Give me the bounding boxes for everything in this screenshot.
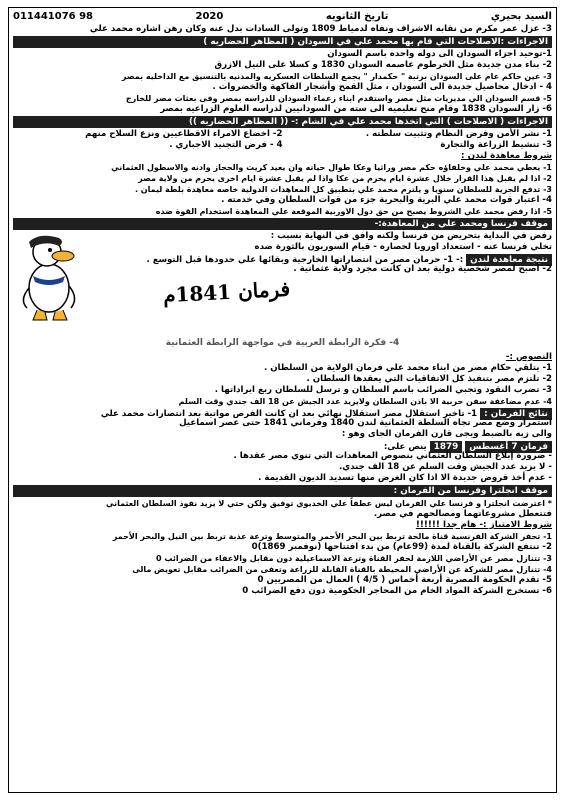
faded-heading: 4- فكرة الرابطة العربية في مواجهة الرابطة العثمانية: [165, 338, 400, 348]
concession-item: 2- تنتفع الشركة بالقناة لمدة (99عام) من بدء افتتاحها (نوفمبر 1869)0: [251, 542, 552, 552]
farman-1879-suffix: ينص على:: [383, 442, 427, 452]
page-header: [13, 10, 552, 22]
sudan-item: 5- قسم السودان الي مديريات مثل مصر واستقدم ابناء زعماء السودان للدراسه بمصر وفى بعثات مصر للخارج: [125, 94, 552, 103]
france-item: تخلي فرنسا عنه - استعداد اوروبا لحصاره - قيام السوريون بالثورة ضده: [254, 242, 552, 252]
cartoon-duck-illustration: [19, 228, 81, 324]
sham-section-banner: الاجراءات ( الاصلاحات ) التي اتخذها محمد علي في الشام :- (( المظاهر الحضاريه )): [13, 116, 552, 128]
concession-item: 6- تستخرج الشركة المواد الخام من المحاجر الحكومية دون دفع الضرائب 0: [242, 586, 552, 596]
london-treaty-heading: شروط معاهدة لندن :: [460, 151, 552, 161]
farman-1841-title: فرمان 1841م: [162, 276, 291, 308]
farman-1879-row: [13, 440, 552, 451]
london-item: 4- اعتبار قوات محمد علي البرية والبحرية جزء من قوات السلطان وفي خدمته .: [221, 195, 552, 205]
sham-item: 4 - فرض التجنيد الاجباري .: [169, 140, 283, 150]
farman-result-item: 1- تاخير استقلال مصر استقلال نهائي بعد ان كانت الفرص مواتية بعد انتصارات محمد علي: [100, 409, 478, 419]
concession-item: 3- تتنازل مصر عن الأراضي اللازمة لحفر القناة وترعة الاسماعيلية دون مقابل والاعفاء من الضرائب 0: [156, 554, 552, 563]
sudan-item: 4 - ادخال محاصيل جديدة الى السودان ، مثل القمح وأشجار الفاكهة والخضروات .: [212, 82, 552, 92]
sudan-section-banner: الاجراءات :الاصلاحات التي قام بها محمد علي في السودان ( المظاهر الحضاريه ): [13, 36, 552, 48]
sudan-item: 1-توحيد اجزاء السودان الى دوله واحده باسم السودان: [327, 49, 552, 59]
concession-item: 4- تتنازل مصر للشركة عن الأراضي المحيطة بالقناة القابلة للزراعة وتعفى من الضرائب مقابل تعويض مالى: [132, 565, 552, 574]
phone-number: 011441076 98: [13, 10, 94, 22]
texts-item: 4- عدم مضاعفة سفن حربية الا باذن السلطان ولايزيد عدد الجيش عن 18 الف جندي وقت السلم: [178, 397, 552, 406]
result-item: 2- أصبح لمصر شخصية دولية بعد ان كانت مجرد ولاية عثمانية .: [293, 264, 552, 274]
result-item: :- 1- حرمان مصر من انتصاراتها الخارجية وبقائها علي حدودها قبل التوسع .: [146, 255, 464, 265]
sham-item: 3- تنشيط الزراعة والتجارة: [440, 140, 552, 150]
farman-results-banner: نتائج الفرمان :: [480, 408, 552, 420]
england-item: * اعترضت انجلترا و فرنسا علي الفرمان ليس عطفاً علي الخديوي توفيق ولكن حتي لا يزيد نفوذ السلطان العثماني: [106, 499, 552, 508]
texts-item: 3- تضرب النقود وتجبي الضرائب باسم السلطان و ترسل للسلطان ربع ايراداتها .: [214, 385, 552, 395]
london-item: 1- يعطي محمد علي وخلفاؤه حكم مصر وراثيا وعكا طوال حياته وان يعيد كريت والحجاز وادنه والاسطول العثماني: [111, 163, 552, 172]
year-label: 2020: [195, 10, 224, 22]
england-item: فتتعطل مشروعاتهما ومصالحهم في مصر.: [373, 509, 552, 519]
concession-item: 5- تقدم الحكومة المصرية أربعة أخماس ( 4/5 ) العمال من المصريين 0: [257, 575, 552, 585]
worksheet-page: [8, 7, 557, 793]
france-item: رفض في البداية بتحريض من فرنسا ولكنه وافق في النهاية بسبب :: [270, 231, 552, 241]
farman-result-item: استمرار وضع مصر تجاه السلطة العثمانية لندن 1840 وفرماني 1841 حتى عصر اسماعيل: [179, 418, 552, 428]
farman-result-item: والى زيه بالضبط ويجى قارن الفرمان الجاى وهو :: [341, 429, 552, 439]
london-item: 3- تدفع الجزية للسلطان سنويا و يلتزم محمد علي بتطبيق كل المعاهدات الدولية خاصه معاهدة بلطة ليمان .: [134, 185, 552, 194]
sudan-item: 2- بناء مدن جديدة مثل الخرطوم عاصمه السودان 1830 و كسلا على النيل الازرق: [214, 60, 552, 70]
texts-item: 2- تلتزم مصر بتنفيذ كل الاتفاقيات التي يعقدها السلطان .: [306, 374, 552, 384]
subject-label: تاريخ الثانويه: [325, 10, 389, 22]
intro-item: 3- عزل عمر مكرم من نقابه الاشراف ونفاه لدمياط 1809 وتولى السادات بدل عنه وكان رهن اشاره محمد علي: [89, 24, 552, 34]
farman-1879-banner: فرمان 7 أغسطس: [465, 441, 552, 453]
illustration-area: [13, 276, 552, 336]
concession-item: 1- تحفر الشركة الفرنسية قناة مالحة تربط بين البحر الأحمر والمتوسط وترعة عذبة تربط بين النيل والبحر الأحمر: [112, 532, 552, 541]
farman-1879-item: - لا يزيد عدد الجيش وقت السلم عن 18 الف جندي.: [339, 462, 552, 472]
london-result-banner: نتيجة معاهدة لندن: [466, 254, 552, 266]
farman-1879-item: - عدم أخذ قروض جديدة الا اذا كان الغرض منها تسديد الديون القديمة .: [258, 473, 552, 483]
farman-results-row: [13, 407, 552, 418]
concession-heading: شروط الامتياز :- هام جدا !!!!!!: [415, 520, 552, 530]
sudan-item: 6- زار السودان 1838 وقام منح تعليميه الى سته من السودانيين لدراسه العلوم الزراعيه بمصر: [160, 104, 552, 114]
london-item: 5- اذا رفض محمد علي الشروط يصبح من حق دول الاوربية الموقعة علي المعاهدة استخدام القوة ضده: [155, 207, 552, 216]
sham-row: [13, 140, 552, 151]
farman-1879-year: 1879: [430, 441, 462, 453]
sudan-item: 3- عين حاكم عام على السودان برتبة " حكمدار " يجمع السلطات العسكريه والمدنيه بالتنسيق مع الداخليه بمصر: [121, 72, 552, 81]
london-item: 2- اذا لم يقبل هذا القرار خلال عشرة ايام يحرم من عكا واذا لم يقبل عشرة ايام اخرى يحرم من ولاية مصر: [138, 174, 552, 183]
author-name: السيد بحيري: [490, 10, 552, 22]
england-france-banner: موقف انجلترا وفرنسا من الفرمان :: [13, 485, 552, 497]
texts-item: 1- يتلقي حكام مصر من ابناء محمد علي فرمان الولاية من السلطان .: [263, 363, 552, 373]
france-position-banner: موقف فرنسا ومحمد علي من المعاهدة:-: [13, 218, 552, 230]
farman-1879-item: - ضرورة إبلاغ السلطان العثماني بنصوص المعاهدات التي تنوي مصر عقدها .: [233, 451, 552, 461]
result-row: [13, 253, 552, 264]
sham-row: [13, 129, 552, 140]
texts-heading: النصوص :-: [505, 352, 552, 362]
sham-item: 2- اخضاع الامراء الاقطاعيين ونزع السلاح منهم: [85, 129, 283, 139]
sham-item: 1- نشر الأمن وفرض النظام وتثبيت سلطته .: [365, 129, 552, 139]
